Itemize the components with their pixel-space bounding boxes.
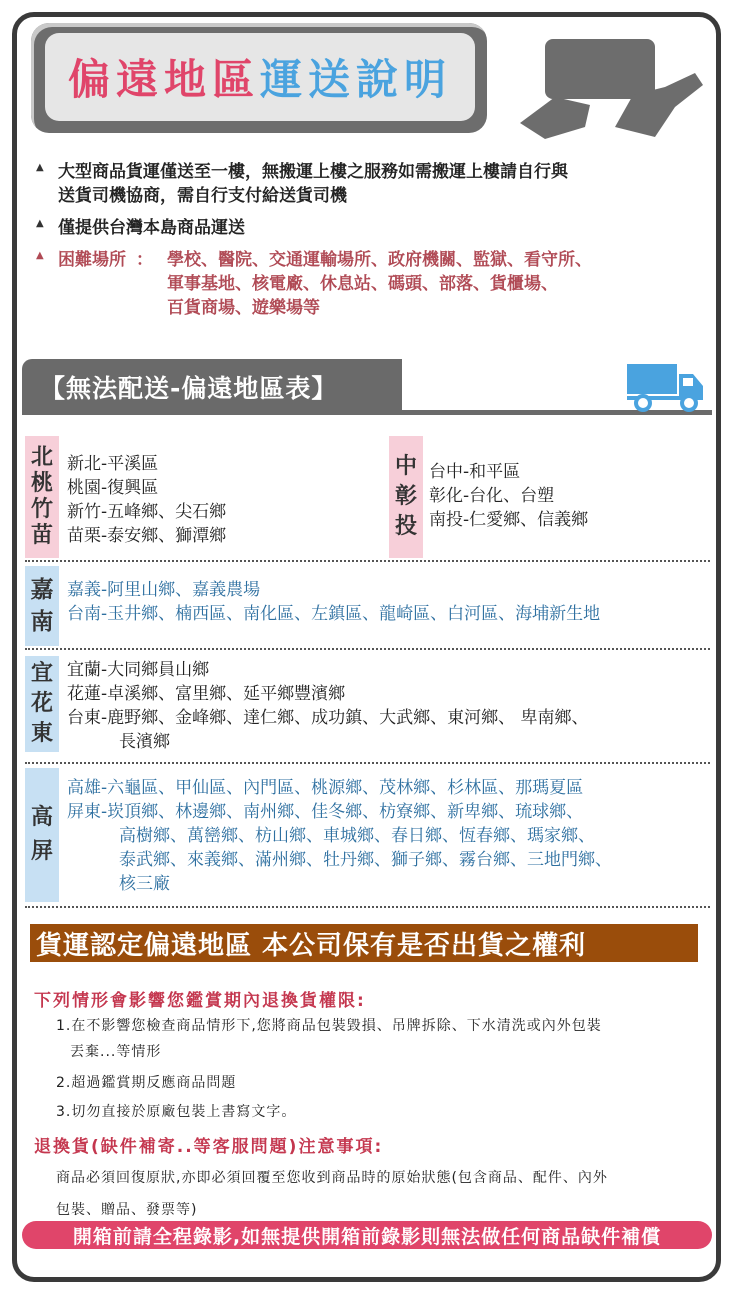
region-row-north-central (25, 436, 710, 562)
tag-char: 苗 (30, 523, 53, 548)
unboxing-notice: 開箱前請全程錄影,如無提供開箱前錄影則無法做任何商品缺件補償 (22, 1221, 712, 1249)
list-item: 南投-仁愛鄉、信義鄉 (429, 510, 589, 530)
list-item: 嘉義-阿里山鄉、嘉義農場 (67, 580, 261, 600)
list-item: 桃園-復興區 (67, 478, 159, 498)
region-list-central (429, 460, 588, 532)
rights-banner: 貨運認定偏遠地區 本公司保有是否出貨之權利 (30, 924, 698, 962)
truck-icon (625, 360, 705, 412)
region-row-chiayi (25, 566, 710, 650)
tag-char: 彰 (394, 484, 417, 509)
appraisal-item-1 (56, 1016, 602, 1062)
region-row-east (25, 654, 710, 764)
note-difficult-places (32, 248, 702, 320)
difficult-label: 困難場所 (58, 250, 126, 270)
region-tag-central (389, 436, 423, 558)
region-row-kaoping (25, 768, 710, 908)
list-item: 苗栗-泰安鄉、獅潭鄉 (67, 526, 227, 546)
tag-char: 宜 (30, 661, 53, 686)
tag-char: 竹 (30, 497, 53, 522)
page-title (45, 33, 475, 121)
list-item: 高樹鄉、萬巒鄉、枋山鄉、車城鄉、春日鄉、恆春鄉、瑪家鄉、 (119, 826, 595, 846)
tag-char: 南 (30, 609, 54, 635)
region-list-chiayi (67, 578, 600, 626)
returns-text (56, 1162, 608, 1226)
list-item: 台南-玉井鄉、楠西區、南化區、左鎮區、龍崎區、白河區、海埔新生地 (67, 604, 601, 624)
returns-heading: 退換貨(缺件補寄..等客服問題)注意事項: (34, 1137, 384, 1157)
note-line: 送貨司機協商，需自行支付給送貨司機 (58, 186, 347, 206)
region-tag-north (25, 436, 59, 558)
triangle-bullet-icon: ▲ (36, 162, 44, 173)
note-line: 軍事基地、核電廠、休息站、碼頭、部落、貨櫃場、 (167, 274, 558, 294)
region-list-kaoping (67, 776, 612, 896)
region-tag-east (25, 656, 59, 752)
list-item: 彰化-台化、台塑 (429, 486, 555, 506)
section-heading-text: 【無法配送-偏遠地區表】 (40, 374, 338, 403)
tag-char: 花 (30, 691, 53, 716)
difficult-colon: ： (136, 250, 153, 270)
title-part2: 運送說明 (260, 55, 453, 104)
shipping-notes (32, 160, 702, 326)
section-heading (22, 359, 402, 415)
region-tag-kaoping (25, 768, 59, 902)
tag-char: 北 (30, 445, 53, 470)
list-item: 新北-平溪區 (67, 454, 159, 474)
para-line: 包裝、贈品、發票等) (56, 1202, 198, 1218)
para-line: 1.在不影響您檢查商品情形下,您將商品包裝毀損、吊牌拆除、下水清洗或內外包裝 (56, 1018, 602, 1034)
list-item: 核三廠 (119, 874, 170, 894)
tag-char: 東 (30, 721, 53, 746)
list-item: 泰武鄉、來義鄉、滿州鄉、牡丹鄉、獅子鄉、霧台鄉、三地門鄉、 (119, 850, 612, 870)
tag-char: 屏 (30, 839, 53, 864)
triangle-bullet-icon: ▲ (36, 218, 44, 229)
note-large-items (32, 160, 702, 208)
section-divider (22, 410, 712, 415)
title-part1: 偏遠地區 (67, 55, 260, 104)
note-line: 百貨商場、遊樂場等 (167, 298, 320, 318)
list-item: 宜蘭-大同鄉員山鄉 (67, 660, 210, 680)
list-item: 高雄-六龜區、甲仙區、內門區、桃源鄉、茂林鄉、杉林區、那瑪夏區 (67, 778, 584, 798)
list-item: 新竹-五峰鄉、尖石鄉 (67, 502, 227, 522)
appraisal-heading: 下列情形會影響您鑑賞期內退換貨權限: (34, 991, 366, 1011)
region-tag-chiayi (25, 566, 59, 646)
list-item: 台東-鹿野鄉、金峰鄉、達仁鄉、成功鎮、大武鄉、東河鄉、 卑南鄉、 (67, 708, 589, 728)
region-list-east (67, 658, 589, 754)
tag-char: 中 (394, 454, 417, 479)
region-list-north (67, 452, 226, 548)
para-line: 丟棄...等情形 (70, 1044, 162, 1060)
list-item: 花蓮-卓溪鄉、富里鄉、延平鄉豐濱鄉 (67, 684, 346, 704)
note-line: 大型商品貨運僅送至一樓，無搬運上樓之服務如需搬運上樓請自行與 (58, 162, 568, 182)
tag-char: 嘉 (30, 577, 54, 603)
list-item: 台中-和平區 (429, 462, 521, 482)
triangle-bullet-icon: ▲ (36, 250, 44, 261)
tag-char: 高 (30, 805, 53, 830)
list-item: 屏東-崁頂鄉、林邊鄉、南州鄉、佳冬鄉、枋寮鄉、新卑鄉、琉球鄉、 (67, 802, 584, 822)
para-line: 商品必須回復原狀,亦即必須回覆至您收到商品時的原始狀態(包含商品、配件、內外 (56, 1170, 608, 1186)
note-line: 僅提供台灣本島商品運送 (58, 218, 245, 238)
note-taiwan-only (32, 216, 702, 240)
list-item: 長濱鄉 (119, 732, 170, 752)
appraisal-item-3: 3.切勿直接於原廠包裝上書寫文字。 (56, 1104, 297, 1120)
tag-char: 桃 (30, 471, 53, 496)
tag-char: 投 (394, 514, 417, 539)
note-line: 學校、醫院、交通運輸場所、政府機關、監獄、看守所、 (167, 250, 592, 270)
appraisal-item-2: 2.超過鑑賞期反應商品問題 (56, 1075, 237, 1091)
hand-holding-box-icon (515, 35, 705, 145)
